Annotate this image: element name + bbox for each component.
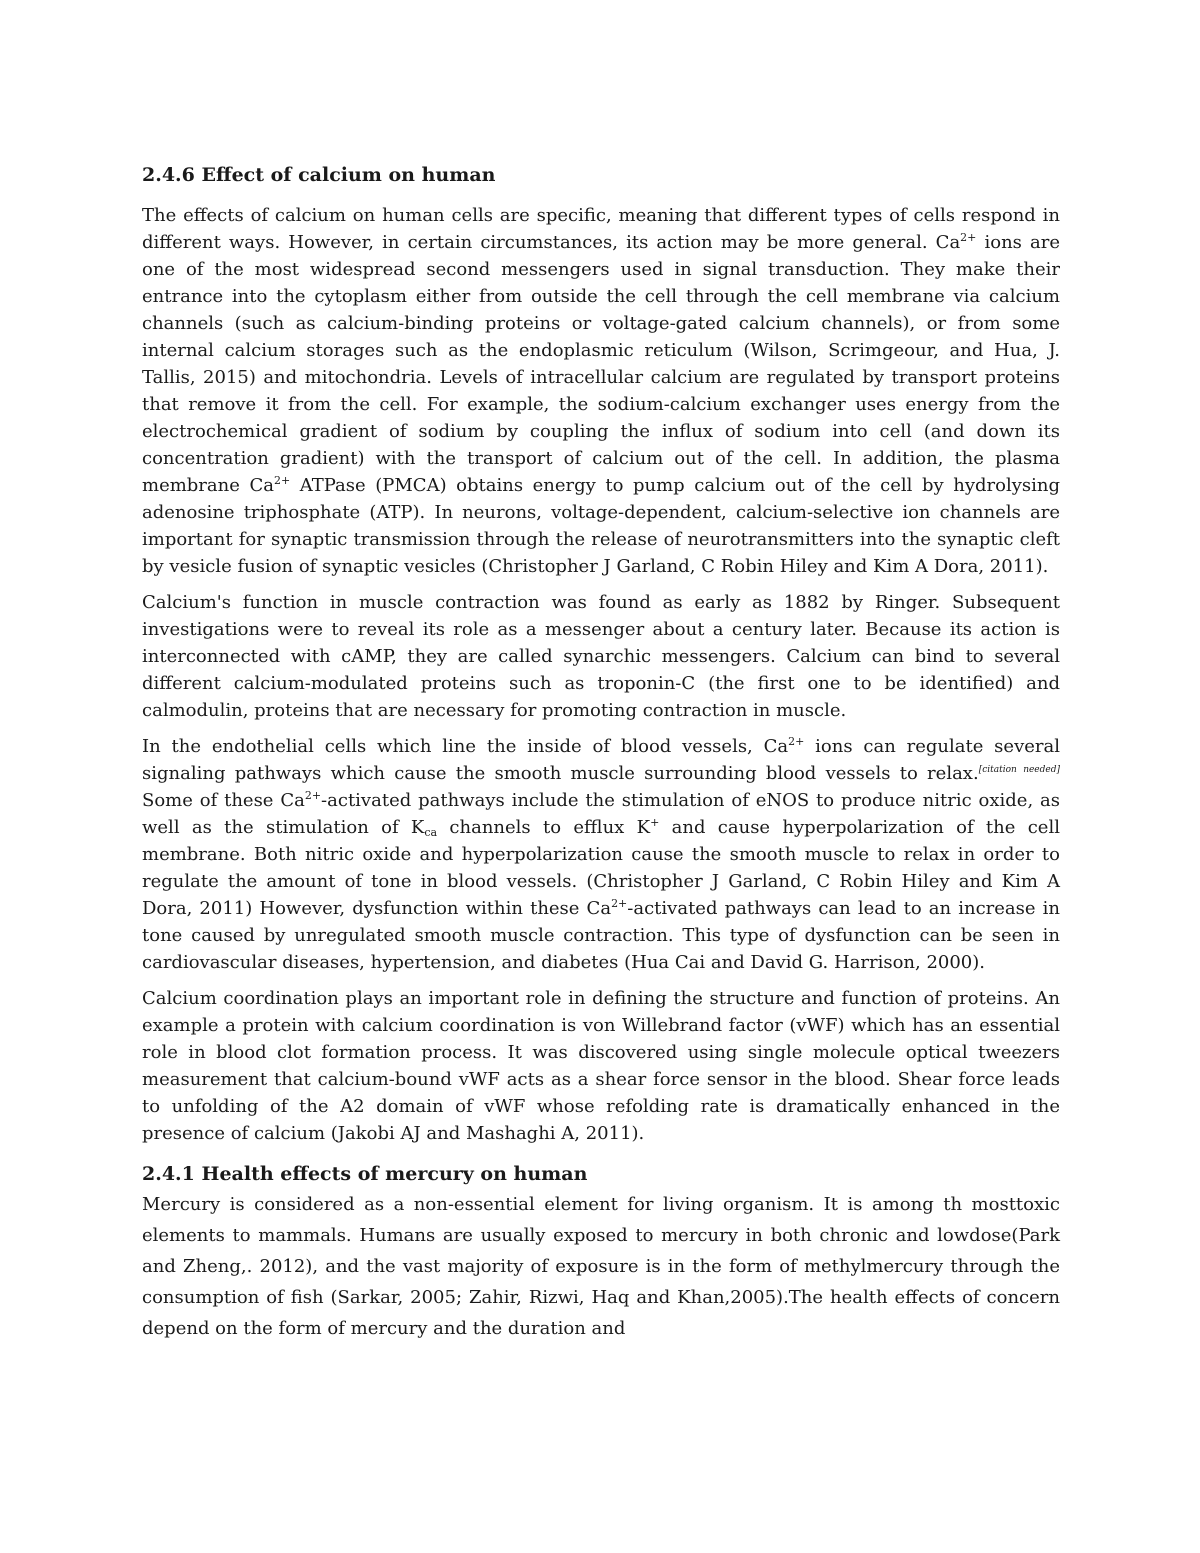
superscript: 2+ (960, 231, 977, 244)
text-run: In the endothelial cells which line the inside of blood vessels, Ca (142, 736, 789, 757)
paragraph-endothelial-cells (142, 733, 1060, 976)
paragraph-muscle-contraction: Calcium's function in muscle contraction was found as early as 1882 by Ringer. Subsequent investigations were to reveal its role as a messenger about a century later. Because its action is interconnected with cAMP, they are called synarchic messengers. Calcium can bind to several different calcium-modulated proteins such as troponin-C (the first one to be identified) and calmodulin, proteins that are necessary for promoting contraction in muscle. (142, 592, 1060, 721)
text-run: -activated pathways can lead to an increase in tone caused by unregulated smooth muscle contraction. This type of dysfunction can be seen in cardiovascular diseases, hypertension, and diabetes (Hua Cai and David G. Harrison, 2000). (142, 898, 1060, 973)
superscript: + (650, 816, 660, 829)
paragraph-calcium-coordination: Calcium coordination plays an important role in defining the structure and function of proteins. An example a protein with calcium coordination is von Willebrand factor (vWF) which has an essential role in blood clot formation process. It was discovered using single molecule optical tweezers measurement that calcium-bound vWF acts as a shear force sensor in the blood. Shear force leads to unfolding of the A2 domain of vWF whose refolding rate is dramatically enhanced in the presence of calcium (Jakobi AJ and Mashaghi A, 2011). (142, 988, 1060, 1144)
text-run: Some of these Ca (142, 790, 305, 811)
text-run: ions can regulate several signaling pathways which cause the smooth muscle surrounding blood vessels to relax. (142, 736, 1060, 784)
text-run: channels to efflux K (437, 817, 651, 838)
citation-needed-link[interactable]: [citation needed] (978, 765, 1060, 775)
paragraph-calcium-cells (142, 202, 1060, 580)
superscript: 2+ (611, 897, 628, 910)
text-run: The effects of calcium on human cells are specific, meaning that different types of cells respond in different ways. However, in certain circumstances, its action may be more general. Ca (142, 205, 1060, 253)
superscript: 2+ (788, 735, 805, 748)
text-run: ions are one of the most widespread second messengers used in signal transduction. They make their entrance into the cytoplasm either from outside the cell through the cell membrane via calcium channels (such as calcium-binding proteins or voltage-gated calcium channels), or from some internal calcium storages such as the endoplasmic reticulum (Wilson, Scrimgeour, and Hua, J. Tallis, 2015) and mitochondria. Levels of intracellular calcium are regulated by transport proteins that remove it from the cell. For example, the sodium-calcium exchanger uses energy from the electrochemical gradient of sodium by coupling the influx of sodium into cell (and down its concentration gradient) with the transport of calcium out of the cell. In addition, the plasma membrane Ca (142, 232, 1060, 496)
text-run: -activated pathways include the stimulation of eNOS to produce nitric oxide, as well as the stimulation of K (142, 790, 1060, 838)
section-heading-calcium: 2.4.6 Effect of calcium on human (142, 164, 496, 186)
superscript: 2+ (304, 789, 322, 802)
text-run: ATPase (PMCA) obtains energy to pump calcium out of the cell by hydrolysing adenosine triphosphate (ATP). In neurons, voltage-dependent, calcium-selective ion channels are important for synaptic transmission through the release of neurotransmitters into the synaptic cleft by vesicle fusion of synaptic vesicles (Christopher J Garland, C Robin Hiley and Kim A Dora, 2011). (142, 475, 1060, 577)
subscript: ca (424, 826, 438, 839)
section-heading-mercury: 2.4.1 Health effects of mercury on human (142, 1163, 588, 1185)
paragraph-mercury: Mercury is considered as a non-essential element for living organism. It is among th mosttoxic elements to mammals. Humans are usually exposed to mercury in both chronic and lowdose(Park and Zheng,. 2012), and the vast majority of exposure is in the form of methylmercury through the consumption of fish (Sarkar, 2005; Zahir, Rizwi, Haq and Khan,2005).The health effects of concern depend on the form of mercury and the duration and (142, 1194, 1060, 1339)
text-run: and cause hyperpolarization of the cell membrane. Both nitric oxide and hyperpolarization cause the smooth muscle to relax in order to regulate the amount of tone in blood vessels. (Christopher J Garland, C Robin Hiley and Kim A Dora, 2011) However, dysfunction within these Ca (142, 817, 1060, 919)
superscript: 2+ (273, 474, 291, 487)
document-page (142, 160, 1060, 1344)
